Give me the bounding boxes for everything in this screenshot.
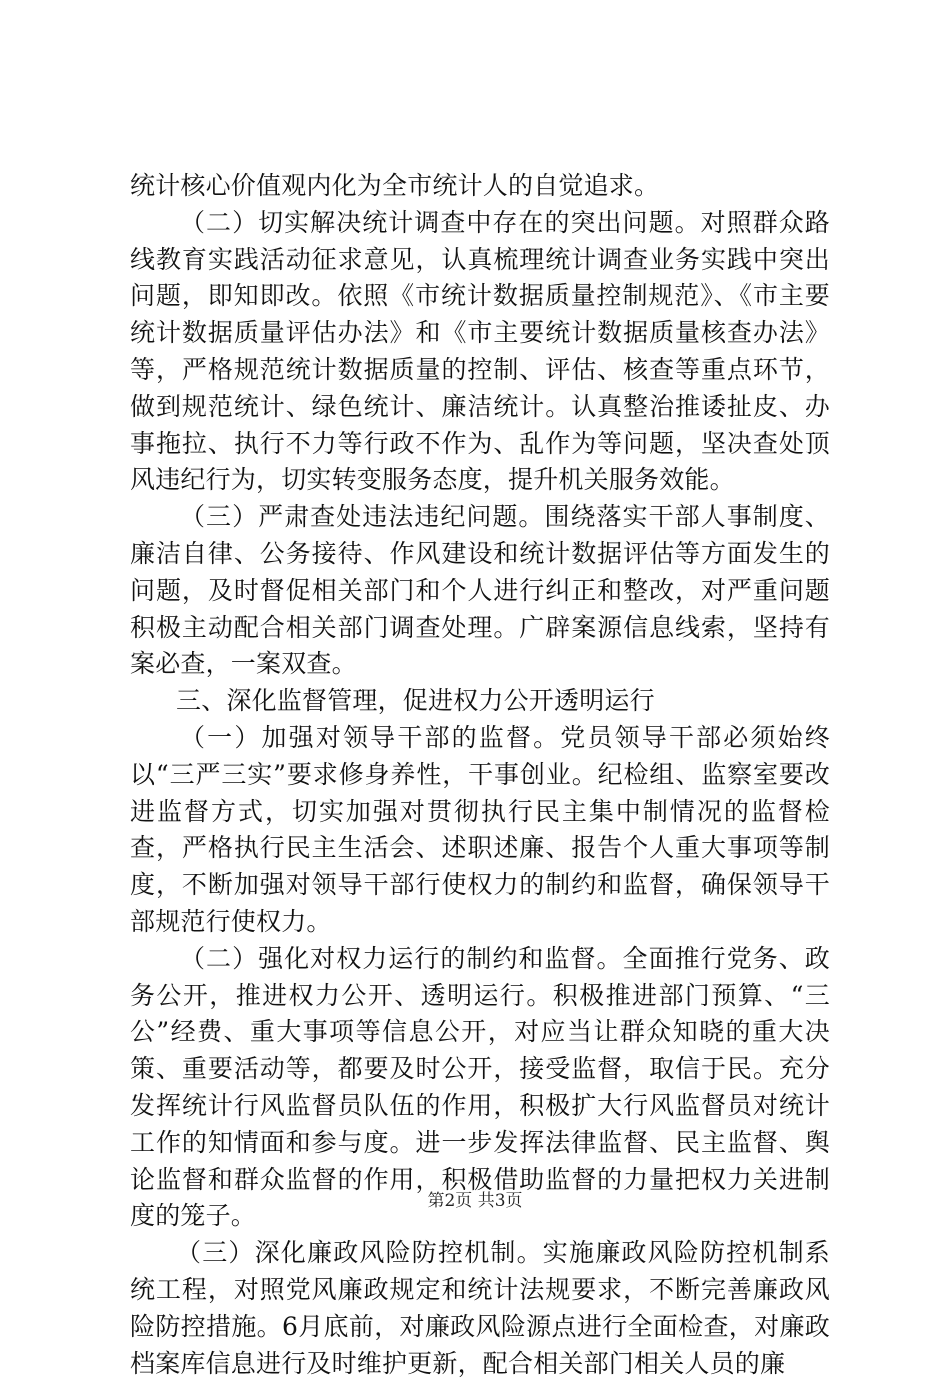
paragraph-item-2-2: （二）切实解决统计调查中存在的突出问题。对照群众路线教育实践活动征求意见，认真梳理统计调查业务实践中突出问题，即知即改。依照《市统计数据质量控制规范》、《市主要统计数据质量评估办法》和《市主要统计数据质量核查办法》等，严格规范统计数据质量的控制、评估、核查等重点环节，做到规范统计、绿色统计、廉洁统计。认真整治推诿扯皮、办事拖拉、执行不力等行政不作为、乱作为等问题，坚决查处顶风违纪行为，切实转变服务态度，提升机关服务效能。 [130,207,830,495]
page-number-footer: 第2页 共3页 [427,1191,523,1211]
paragraph-item-3-1: （一）加强对领导干部的监督。党员领导干部必须始终以“三严三实”要求修身养性，干事创业。纪检组、监察室要改进监督方式，切实加强对贯彻执行民主集中制情况的监督检查，严格执行民主生活会、述职述廉、报告个人重大事项等制度，不断加强对领导干部行使权力的制约和监督，确保领导干部规范行使权力。 [130,722,830,936]
section-heading-3: 三、深化监督管理，促进权力公开透明运行 [176,686,655,716]
paragraph-item-2-3: （三）严肃查处违法违纪问题。围绕落实干部人事制度、廉洁自律、公务接待、作风建设和统计数据评估等方面发生的问题，及时督促相关部门和个人进行纠正和整改，对严重问题积极主动配合相关部门调查处理。广辟案源信息线索，坚持有案必查，一案双查。 [130,502,830,679]
paragraph-continuation: 统计核心价值观内化为全市统计人的自觉追求。 [130,171,660,200]
paragraph-item-3-2: （二）强化对权力运行的制约和监督。全面推行党务、政务公开，推进权力公开、透明运行。积极推进部门预算、“三公”经费、重大事项等信息公开，对应当让群众知晓的重大决策、重要活动等，都要及时公开，接受监督，取信于民。充分发挥统计行风监督员队伍的作用，积极扩大行风监督员对统计工作的知情面和参与度。进一步发挥法律监督、民主监督、舆论监督和群众监督的作用，积极借助监督的力量把权力关进制度的笼子。 [130,943,830,1231]
paragraph-item-3-3: （三）深化廉政风险防控机制。实施廉政风险防控机制系统工程，对照党风廉政规定和统计法规要求，不断完善廉政风险防控措施。6月底前，对廉政风险源点进行全面检查，对廉政档案库信息进行及时维护更新，配合相关部门相关人员的廉 [130,1238,830,1378]
